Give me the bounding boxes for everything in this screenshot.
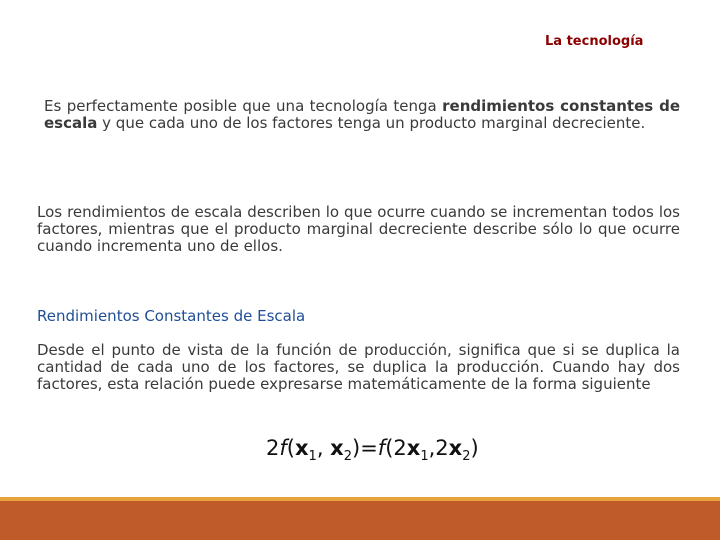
paragraph-intro (44, 98, 680, 132)
formula-part: 2 (266, 436, 280, 460)
intro-text-start: Es perfectamente posible que una tecnología tenga (44, 97, 443, 115)
formula-part: (2 (385, 436, 407, 460)
formula-part: 2 (343, 449, 352, 465)
formula-part: f (377, 436, 386, 460)
formula-part: x (330, 436, 344, 460)
formula-part: ( (286, 436, 295, 460)
formula-part: , (316, 436, 331, 460)
paragraph-production-function: Desde el punto de vista de la función de producción, significa que si se duplica la cantidad de cada uno de los factores, se duplica la producción. Cuando hay dos factores, esta relación puede expresarse matemáticamente de la forma siguiente (37, 341, 680, 393)
formula-part: 1 (308, 449, 317, 465)
footer-band (0, 501, 720, 540)
paragraph-returns-to-scale: Los rendimientos de escala describen lo que ocurre cuando se incrementan todos los factores, mientras que el producto marginal decreciente describe sólo lo que ocurre cuando incrementa uno de ellos. (37, 203, 680, 255)
formula-part: x (448, 436, 463, 460)
formula-part: 2 (462, 449, 471, 465)
formula-part: f (279, 436, 287, 460)
formula-part: ,2 (428, 436, 449, 460)
intro-text-bold: rendimientos constantes de escala (44, 97, 680, 132)
intro-text-end: y que cada uno de los factores tenga un producto marginal decreciente. (97, 114, 646, 132)
formula-part: 1 (420, 449, 429, 465)
formula (266, 436, 479, 464)
formula-part: x (406, 436, 421, 460)
subheading-constant-returns: Rendimientos Constantes de Escala (37, 307, 306, 325)
formula-part: )= (352, 436, 378, 460)
slide-title: La tecnología (545, 34, 644, 49)
formula-part: ) (470, 436, 479, 460)
formula-part: x (294, 436, 309, 460)
